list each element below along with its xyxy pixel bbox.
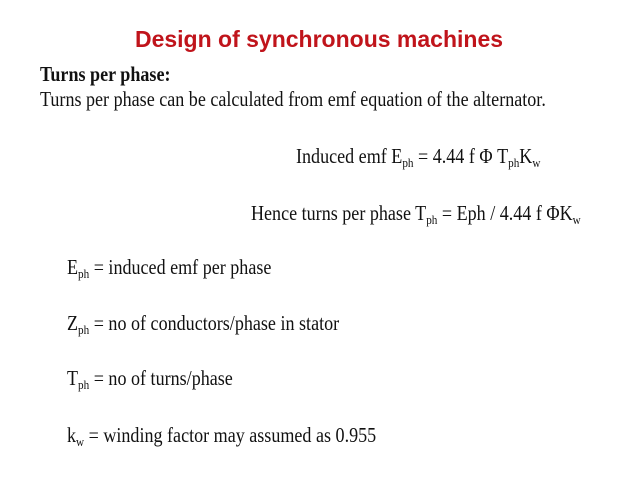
eq2-subscript-2: w xyxy=(572,212,581,227)
eq1-subscript-2: ph xyxy=(508,155,520,170)
definition-symbol: Z xyxy=(67,311,79,335)
eq2-subscript-1: ph xyxy=(426,212,438,227)
slide-title: Design of synchronous machines xyxy=(134,26,504,52)
definition-text: = no of conductors/phase in stator xyxy=(89,311,340,335)
definition-subscript: ph xyxy=(78,322,90,337)
section-heading: Turns per phase: xyxy=(40,62,171,86)
definition-tph xyxy=(67,366,233,393)
definition-symbol: T xyxy=(67,366,79,390)
definition-symbol: k xyxy=(67,423,77,447)
eq2-middle: = Eph / 4.44 f ΦK xyxy=(437,201,573,225)
turns-per-phase-equation xyxy=(251,201,581,228)
eq1-end: K xyxy=(519,144,533,168)
definition-text: = no of turns/phase xyxy=(89,366,233,390)
definition-subscript: ph xyxy=(78,266,90,281)
eq1-subscript-3: w xyxy=(532,155,541,170)
definition-eph xyxy=(67,255,271,282)
definition-subscript: w xyxy=(76,434,85,449)
induced-emf-equation xyxy=(296,144,540,171)
definition-kw xyxy=(67,423,376,450)
definition-text: = induced emf per phase xyxy=(89,255,272,279)
definition-symbol: E xyxy=(67,255,79,279)
definition-zph xyxy=(67,311,339,338)
eq2-prefix: Hence turns per phase T xyxy=(251,201,427,225)
definition-text: = winding factor may assumed as 0.955 xyxy=(84,423,377,447)
intro-text: Turns per phase can be calculated from emf equation of the alternator. xyxy=(40,87,546,111)
eq1-middle: = 4.44 f Φ T xyxy=(413,144,509,168)
definition-subscript: ph xyxy=(78,377,90,392)
eq1-subscript-1: ph xyxy=(402,155,414,170)
eq1-prefix: Induced emf E xyxy=(296,144,403,168)
